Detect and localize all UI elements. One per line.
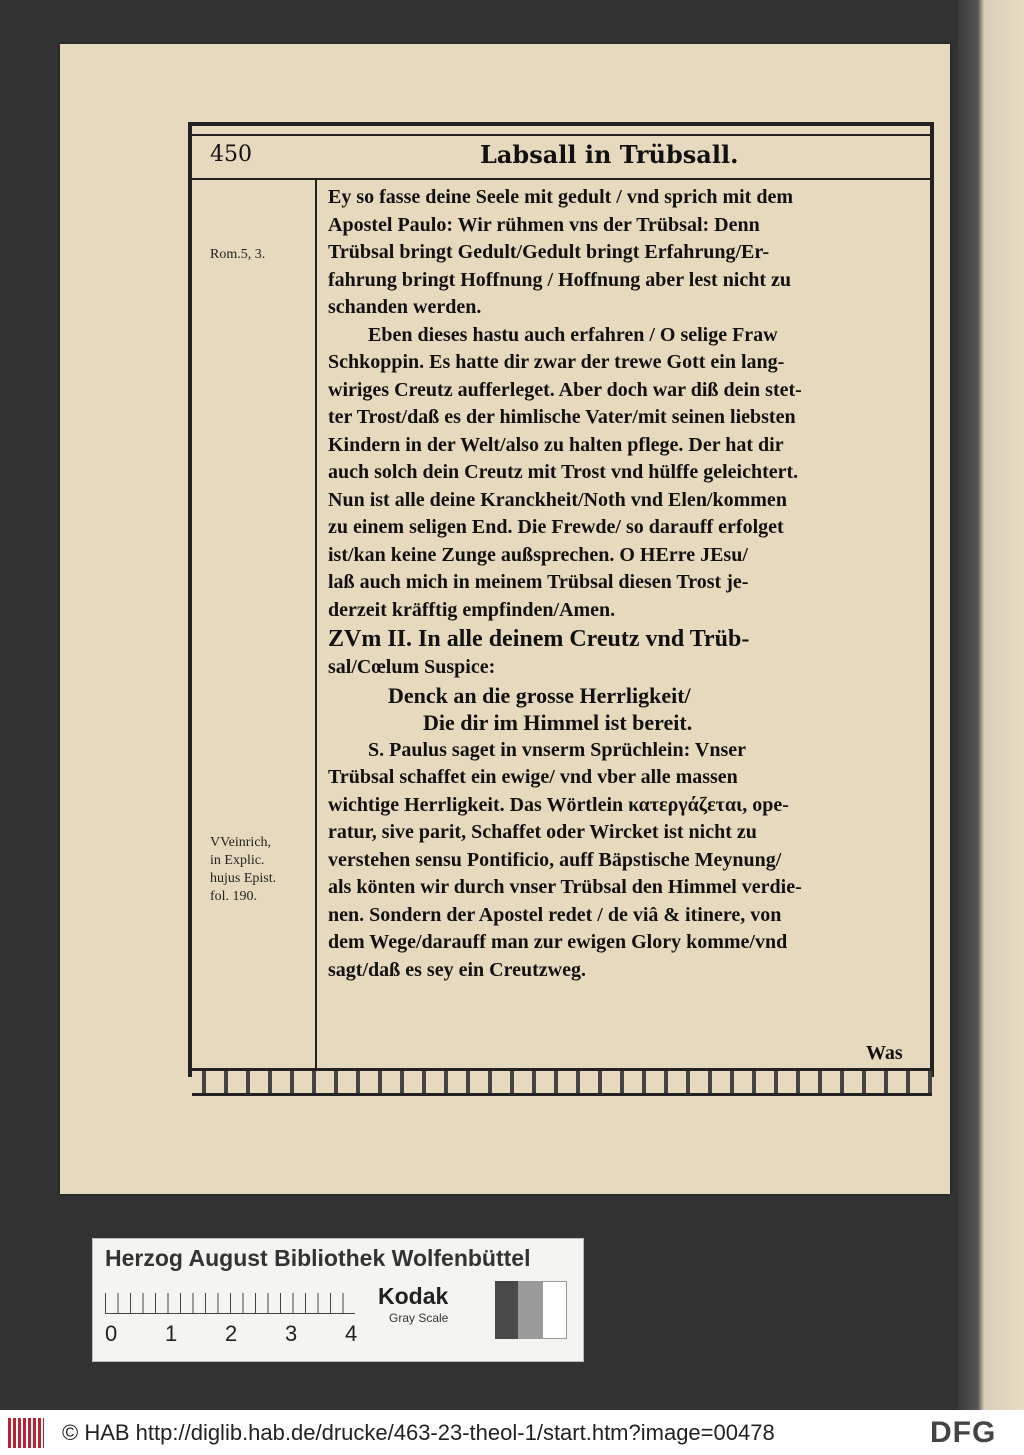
ornament-border	[192, 1068, 932, 1096]
text-line: Ey so fasse deine Seele mit gedult / vnd sprich mit dem	[328, 186, 793, 208]
text-line: nen. Sondern der Apostel redet / de viâ & itinere, von	[328, 903, 782, 926]
text-line: ter Trost/daß es der himlische Vater/mit seinen liebsten	[328, 406, 796, 428]
text-line: fahrung bringt Hoffnung / Hoffnung aber lest nicht zu	[328, 268, 792, 291]
text-line: Trübsal schaffet ein ewige/ vnd vber alle massen	[328, 766, 738, 788]
text-line: Trübsal bringt Gedult/Gedult bringt Erfahrung/Er-	[328, 241, 770, 263]
footer-url[interactable]: © HAB http://diglib.hab.de/drucke/463-23-theol-1/start.htm?image=00478	[62, 1420, 775, 1445]
ruler-scale	[105, 1293, 355, 1314]
body-text	[328, 184, 918, 984]
gray-swatch	[518, 1281, 541, 1339]
page-number: 450	[210, 142, 252, 167]
margin-rule	[315, 178, 317, 1073]
ruler-number: 0	[105, 1321, 118, 1346]
gray-scale-label: Gray Scale	[389, 1311, 449, 1325]
header-rule	[192, 178, 930, 180]
verse-line: Denck an die grosse Herrligkeit/	[388, 682, 691, 708]
text-line: dem Wege/darauff man zur ewigen Glory komme/vnd	[328, 931, 788, 953]
gray-swatches	[495, 1281, 567, 1339]
gray-swatch	[542, 1281, 567, 1339]
dfg-logo: DFG	[930, 1416, 997, 1449]
facing-page-edge	[958, 0, 1024, 1410]
verse-line: Die dir im Himmel ist bereit.	[423, 710, 693, 735]
ruler-number: 3	[285, 1321, 298, 1346]
marginal-note-romans: Rom.5, 3.	[210, 247, 266, 262]
book-page	[60, 44, 950, 1194]
text-line: S. Paulus saget in vnserm Sprüchlein: Vnser	[368, 738, 747, 761]
library-name: Herzog August Bibliothek Wolfenbüttel	[105, 1245, 531, 1271]
text-line: ratur, sive parit, Schaffet oder Wircket ist nicht zu	[328, 821, 757, 843]
running-head: Labsall in Trübsall.	[480, 140, 739, 169]
text-line: Schkoppin. Es hatte dir zwar der trewe Gott ein lang-	[328, 351, 785, 373]
gray-swatch	[495, 1281, 518, 1339]
text-line: schanden werden.	[328, 296, 482, 318]
color-scale-card	[92, 1238, 584, 1362]
text-line: als könten wir durch vnser Trübsal den Himmel verdie-	[328, 876, 802, 898]
text-line: wichtige Herrligkeit. Das Wörtlein κατεργάζεται, ope-	[328, 793, 789, 816]
marginal-note-weinrich-3: hujus Epist.	[210, 871, 277, 886]
text-line: sal/Cœlum Suspice:	[328, 656, 496, 678]
hab-logo-icon	[8, 1418, 44, 1448]
text-line: sagt/daß es sey ein Creutzweg.	[328, 958, 586, 981]
text-line: ist/kan keine Zunge außsprechen. O HErre JEsu/	[328, 543, 748, 566]
text-line: auch solch dein Creutz mit Trost vnd hülffe geleichtert.	[328, 461, 799, 483]
text-line: verstehen sensu Pontificio, auff Bäpstische Meynung/	[328, 848, 782, 871]
marginal-note-weinrich-1: VVeinrich,	[210, 835, 272, 850]
catchword: Was	[866, 1042, 903, 1064]
text-line: laß auch mich in meinem Trübsal diesen Trost je-	[328, 571, 749, 593]
text-line: wiriges Creutz aufferleget. Aber doch war diß dein stet-	[328, 378, 802, 401]
text-line: Nun ist alle deine Kranckheit/Noth vnd Elen/kommen	[328, 488, 787, 511]
section-heading: ZVm II. In alle deinem Creutz vnd Trüb-	[328, 626, 750, 652]
text-line: Eben dieses hastu auch erfahren / O selige Fraw	[368, 323, 778, 346]
text-line: derzeit kräfftig empfinden/Amen.	[328, 598, 616, 621]
ruler-number: 1	[165, 1321, 178, 1346]
marginal-note-weinrich-4: fol. 190.	[210, 889, 258, 904]
text-line: zu einem seligen End. Die Frewde/ so darauff erfolget	[328, 516, 784, 538]
footer-bar	[0, 1410, 1024, 1455]
text-line: Kindern in der Welt/also zu halten pflege. Der hat dir	[328, 433, 784, 456]
ruler-numbers	[105, 1321, 365, 1351]
marginal-note-weinrich-2: in Explic.	[210, 853, 265, 868]
ruler-number: 4	[345, 1321, 358, 1346]
ruler-number: 2	[225, 1321, 238, 1346]
kodak-logo: Kodak	[378, 1283, 449, 1309]
text-line: Apostel Paulo: Wir rühmen vns der Trübsal: Denn	[328, 213, 760, 236]
